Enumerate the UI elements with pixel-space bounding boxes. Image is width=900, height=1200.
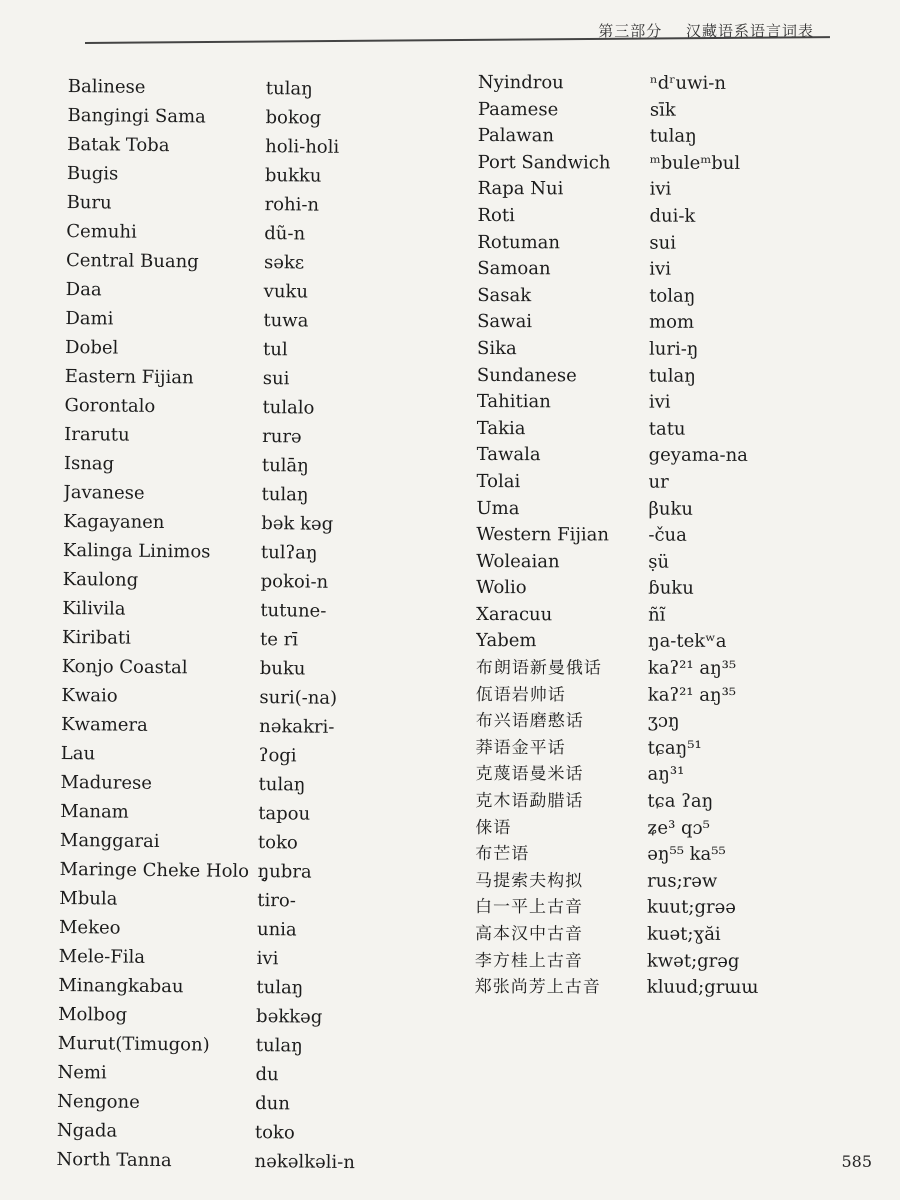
word-entry [65, 304, 425, 337]
word-entry [67, 101, 427, 134]
word-form: aŋ³¹ [647, 764, 685, 786]
word-form: ŋ̥ubra [257, 861, 312, 883]
word-entry [63, 478, 423, 511]
word-entry [57, 1058, 417, 1091]
language-name: Tahitian [476, 391, 551, 413]
word-entry [476, 602, 836, 630]
language-name: North Tanna [56, 1148, 172, 1172]
word-form: tulalo [262, 397, 315, 419]
language-name: Woleaian [476, 550, 560, 572]
word-entry [477, 389, 837, 417]
word-entry [477, 416, 837, 444]
word-entry [475, 921, 835, 949]
word-form: nəkəlkəli-n [254, 1151, 356, 1174]
word-entry [58, 1029, 418, 1062]
word-entry [60, 797, 420, 830]
language-name: Kwaio [61, 684, 118, 707]
word-form: tutune- [260, 600, 327, 622]
language-name: Ngada [56, 1119, 118, 1142]
word-form: toko [254, 1122, 295, 1144]
word-entry [478, 176, 838, 204]
word-entry [60, 826, 420, 859]
language-name: Madurese [60, 771, 153, 794]
word-form: rohi-n [264, 194, 320, 216]
word-form: bək kəg [261, 513, 334, 535]
language-name: Bugis [66, 162, 119, 185]
word-entry [63, 507, 423, 540]
word-form: tatu [648, 418, 686, 440]
word-entry [477, 469, 837, 497]
language-name: Kiribati [61, 626, 131, 649]
word-entry [478, 70, 838, 98]
word-form: tɕaŋ⁵¹ [647, 737, 702, 759]
word-entry [64, 420, 424, 453]
word-entry [62, 623, 422, 656]
word-entry [63, 536, 423, 569]
word-entry [476, 495, 836, 523]
language-name: 白一平上古音 [475, 897, 584, 918]
word-form: ivi [256, 948, 279, 970]
language-name: Tawala [476, 444, 541, 466]
language-name: Roti [477, 204, 515, 227]
word-entry [478, 150, 838, 178]
word-form: sui [649, 232, 677, 254]
word-entry [476, 549, 836, 577]
word-form: rus;rəw [647, 870, 718, 892]
word-entry [60, 768, 420, 801]
word-entry [62, 652, 422, 685]
word-entry [477, 283, 837, 311]
word-entry [476, 522, 836, 550]
language-name: 高本汉中古音 [474, 923, 584, 945]
word-entry [63, 565, 423, 598]
word-form: ivi [649, 178, 672, 201]
word-form: suri(-na) [259, 687, 338, 709]
word-form: ⁿdʳuwi-n [649, 72, 726, 94]
word-form: tulaŋ [649, 125, 697, 147]
language-name: Palawan [477, 125, 555, 147]
word-entry [62, 594, 422, 627]
word-entry [475, 948, 835, 976]
language-name: Manggarai [59, 829, 160, 853]
word-form: sīk [649, 99, 676, 121]
language-name: 布芒语 [475, 844, 530, 865]
word-form: tɕa ʔaŋ [647, 790, 714, 812]
word-form: tulāŋ [261, 455, 309, 477]
word-form: tulaŋ [648, 365, 696, 387]
word-form: te rī [259, 629, 299, 651]
header-part-label: 第三部分 [598, 22, 663, 40]
language-name: Dami [65, 307, 114, 330]
word-form: vuku [263, 281, 309, 303]
language-name: Maringe Cheke Holo [59, 858, 250, 882]
word-form: kuət;ɣăi [646, 923, 721, 945]
language-name: Rotuman [477, 231, 561, 253]
language-name: 李方桂上古音 [474, 950, 583, 971]
word-form: tulaŋ [261, 484, 309, 506]
word-form: geyama-na [648, 444, 748, 467]
language-name: Cemuhi [66, 220, 137, 243]
language-name: Irarutu [64, 423, 130, 446]
word-form: tul [262, 339, 288, 361]
word-form: -čua [648, 524, 687, 546]
word-entry [65, 333, 425, 366]
word-form: dui-k [649, 205, 696, 227]
word-entry [478, 97, 838, 125]
word-form: ṣü [648, 551, 670, 573]
word-form: ᵐbuleᵐbul [649, 152, 741, 174]
word-entry [475, 974, 835, 1002]
word-entry [476, 735, 836, 763]
word-entry [67, 159, 427, 192]
word-form: ŋa-tekʷa [647, 631, 727, 653]
word-form: ʑe³ qɔ⁵ [647, 817, 710, 839]
word-form: kaʔ²¹ aŋ³⁵ [647, 684, 737, 706]
word-entry [64, 391, 424, 424]
language-name: Isnag [63, 452, 115, 475]
word-entry [475, 841, 835, 869]
language-name: Batak Toba [67, 133, 170, 157]
word-entry [476, 708, 836, 736]
word-form: dun [255, 1093, 291, 1115]
language-name: Dobel [65, 336, 119, 359]
word-entry [477, 309, 837, 337]
word-entry [477, 363, 837, 391]
word-form: bukku [264, 165, 322, 187]
word-entry [475, 788, 835, 816]
language-name: 布兴语磨憨话 [475, 711, 584, 732]
language-name: Wolio [476, 577, 527, 599]
word-entry [477, 336, 837, 364]
word-entry [475, 868, 835, 896]
language-name: Western Fijian [476, 524, 610, 546]
language-name: 郑张尚芳上古音 [474, 977, 601, 998]
word-entry [59, 942, 419, 975]
language-name: 佤语岩帅话 [475, 684, 566, 705]
language-name: 布朗语新曼俄话 [475, 658, 602, 679]
word-form: nəkakri- [259, 716, 335, 738]
word-form: kwət;grəg [646, 950, 740, 972]
word-form: toko [257, 832, 298, 854]
word-form: du [255, 1064, 279, 1086]
word-form: bokog [265, 107, 322, 129]
word-form: holi-holi [265, 136, 340, 158]
word-form: səkɛ [263, 252, 305, 274]
language-name: 克木语勐腊话 [475, 791, 584, 812]
word-form: kuut;grəə [647, 897, 736, 919]
word-entry [475, 761, 835, 789]
language-name: Nemi [57, 1061, 107, 1084]
word-form: ivi [648, 391, 671, 413]
word-form: tuwa [263, 310, 309, 332]
language-name: Port Sandwich [477, 151, 611, 174]
language-name: Takia [476, 417, 526, 439]
language-name: Central Buang [65, 249, 199, 273]
word-entry [61, 739, 421, 772]
word-entry [66, 246, 426, 279]
language-name: Kilivila [62, 597, 126, 620]
word-form: tulaŋ [258, 774, 306, 796]
word-entry [57, 1087, 417, 1120]
language-name: Daa [65, 278, 102, 301]
word-form: ñĩ [648, 604, 666, 626]
language-name: Molbog [58, 1003, 128, 1026]
word-form: tulaŋ [256, 977, 304, 999]
word-entry [475, 815, 835, 843]
word-form: ʔogi [258, 745, 297, 767]
page-number: 585 [841, 1152, 872, 1171]
language-name: Nengone [57, 1090, 140, 1113]
word-form: mom [649, 311, 695, 334]
word-form: βuku [648, 498, 694, 520]
word-entry [58, 1000, 418, 1033]
word-entry [68, 72, 428, 105]
word-entry [477, 256, 837, 284]
word-entry [66, 217, 426, 250]
right-word-column [475, 70, 838, 1002]
language-name: Kwamera [61, 713, 148, 736]
language-name: Paamese [477, 98, 559, 120]
word-form: ʒɔŋ [647, 710, 680, 732]
word-entry [65, 362, 425, 395]
language-name: Sika [476, 337, 517, 360]
word-entry [61, 710, 421, 743]
word-form: tulʔaŋ [260, 542, 318, 564]
language-name: Mele-Fila [58, 945, 146, 968]
word-form: pokoi-n [260, 571, 329, 593]
language-name: Xaracuu [476, 603, 553, 626]
word-form: kaʔ²¹ aŋ³⁵ [647, 657, 737, 679]
language-name: Eastern Fijian [64, 365, 194, 389]
language-name: Mekeo [58, 916, 121, 939]
word-form: əŋ⁵⁵ ka⁵⁵ [647, 843, 726, 866]
language-name: 俫语 [475, 817, 512, 838]
word-form: sui [262, 368, 290, 390]
word-entry [59, 884, 419, 917]
word-entry [477, 203, 837, 231]
word-form: ur [648, 471, 669, 493]
header-section-title: 汉藏语系语言词表 [685, 22, 814, 40]
language-name: Yabem [475, 630, 537, 652]
word-form: tulaŋ [255, 1035, 303, 1057]
language-name: Rapa Nui [477, 178, 564, 200]
word-form: dũ-n [264, 223, 306, 245]
language-name: 克蔑语曼米话 [475, 764, 584, 785]
language-name: Javanese [63, 481, 145, 504]
word-form: unia [256, 919, 297, 941]
word-form: ɓuku [648, 577, 694, 600]
word-form: tulaŋ [265, 78, 313, 100]
language-name: Murut(Timugon) [57, 1032, 210, 1056]
language-name: Buru [66, 191, 112, 214]
word-entry [476, 575, 836, 603]
language-name: Lau [60, 742, 96, 765]
word-entry [477, 230, 837, 258]
language-name: Kalinga Linimos [62, 539, 211, 563]
language-name: Kaulong [62, 568, 139, 591]
language-name: Uma [476, 497, 520, 519]
word-form: tapou [258, 803, 311, 825]
language-name: Sundanese [476, 364, 577, 386]
word-entry [478, 123, 838, 151]
word-entry [475, 894, 835, 922]
language-name: Manam [60, 800, 129, 823]
word-entry [476, 682, 836, 710]
language-name: Mbula [59, 887, 118, 910]
word-form: rurə [262, 426, 302, 448]
language-name: Bangingi Sama [67, 104, 206, 128]
word-entry [59, 913, 419, 946]
language-name: Balinese [67, 75, 146, 98]
left-word-column [56, 72, 428, 1178]
word-entry [61, 681, 421, 714]
word-entry [66, 275, 426, 308]
language-name: Minangkabau [58, 974, 184, 998]
word-entry [56, 1145, 416, 1178]
language-name: Nyindrou [477, 71, 564, 94]
word-form: kluud;grɯɯ [646, 976, 759, 999]
word-form: ivi [649, 258, 672, 280]
language-name: Konjo Coastal [61, 655, 188, 679]
word-entry [58, 971, 418, 1004]
word-entry [66, 188, 426, 221]
language-name: Sawai [477, 311, 533, 333]
language-name: 莽语金平话 [475, 737, 566, 759]
language-name: Samoan [477, 258, 551, 280]
word-form: tiro- [257, 890, 296, 912]
word-entry [59, 855, 419, 888]
word-form: buku [259, 658, 306, 680]
language-name: Tolai [476, 470, 521, 493]
word-entry [476, 655, 836, 683]
language-name: 马提索夫构拟 [475, 870, 584, 892]
language-name: Kagayanen [63, 510, 165, 534]
word-entry [64, 449, 424, 482]
language-name: Gorontalo [64, 394, 156, 417]
word-entry [477, 442, 837, 470]
word-form: luri-ŋ [648, 338, 699, 360]
language-name: Sasak [477, 284, 532, 306]
word-form: tolaŋ [649, 285, 696, 307]
word-entry [57, 1116, 417, 1149]
word-entry [67, 130, 427, 163]
word-form: bəkkəg [256, 1006, 323, 1028]
word-entry [476, 628, 836, 656]
